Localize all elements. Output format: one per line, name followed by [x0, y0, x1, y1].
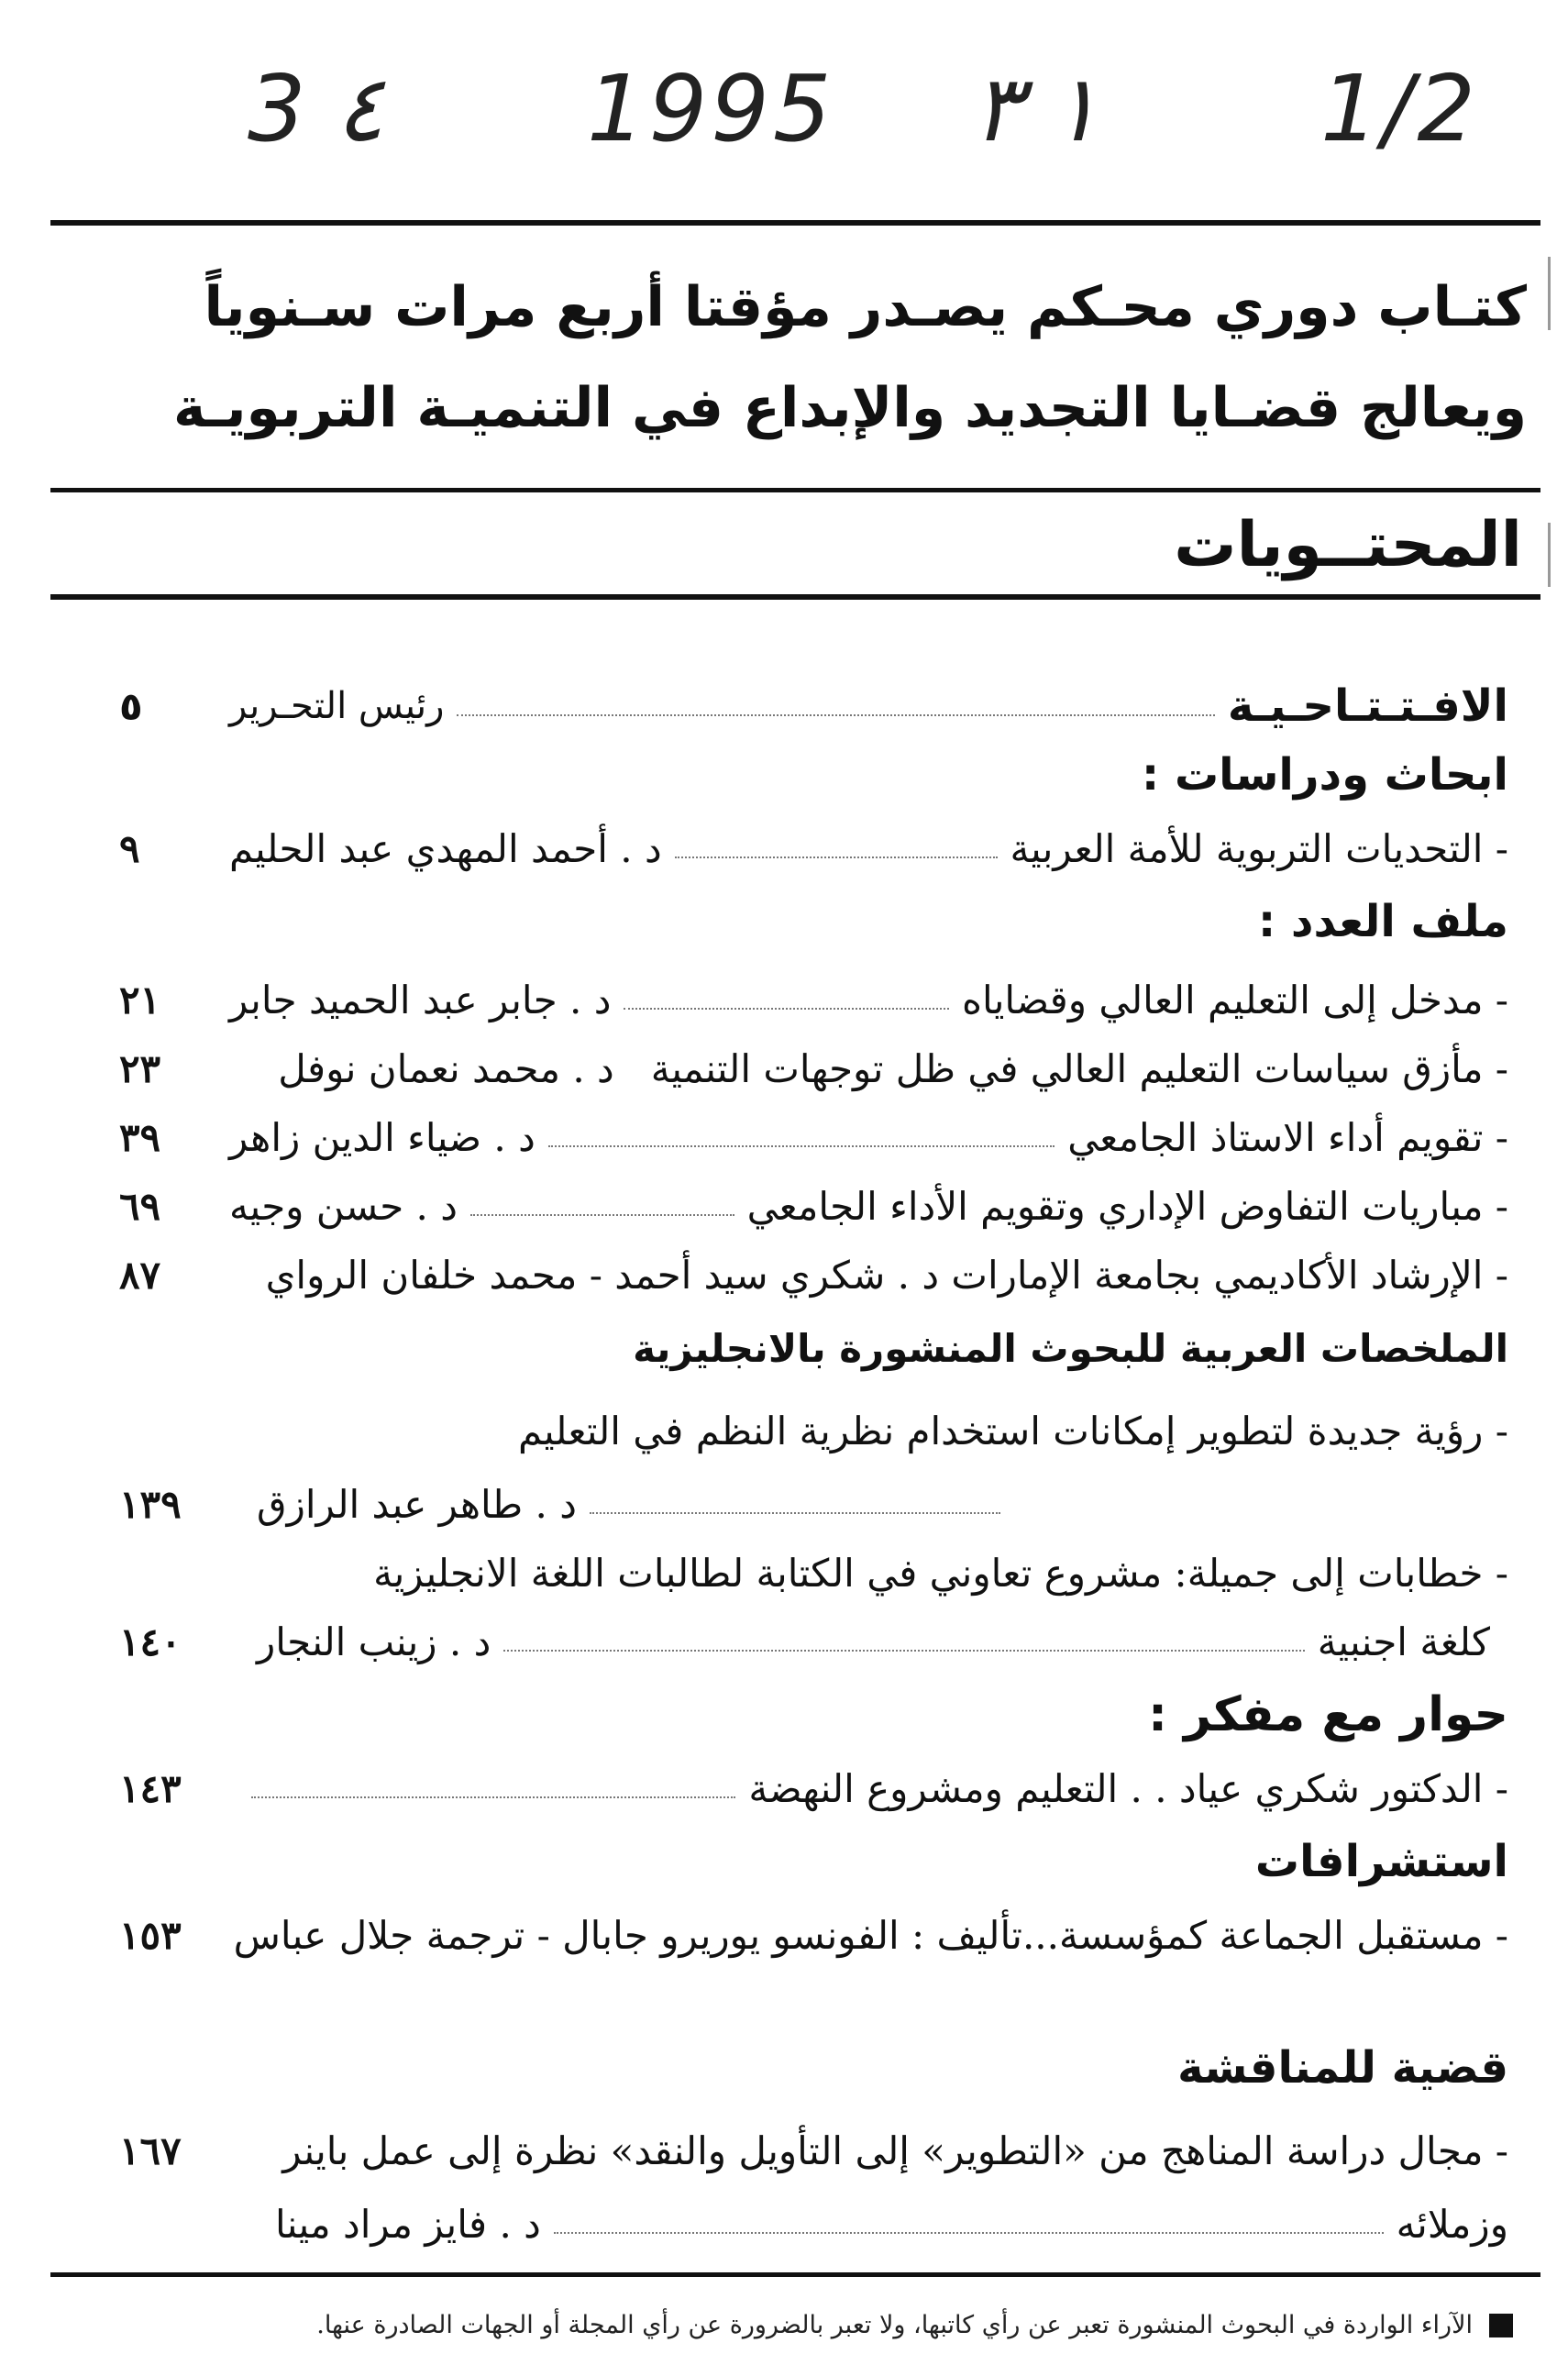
handwritten-year: 1995	[587, 55, 835, 162]
dot-leader	[503, 1650, 1304, 1652]
entry-title: - خطابات إلى جميلة: مشروع تعاوني في الكتابة لطالبات اللغة الانجليزية	[373, 1550, 1508, 1596]
section-title: الملخصات العربية للبحوث المنشورة بالانجليزية	[633, 1325, 1508, 1371]
dot-leader	[624, 1008, 949, 1010]
toc-row	[119, 1174, 1508, 1238]
handwritten-issue-code: 3 ٤	[248, 55, 385, 162]
toc-row	[119, 1472, 1508, 1536]
section-title: ملف العدد :	[1257, 896, 1508, 947]
dot-leader	[590, 1512, 1000, 1514]
entry-title: - مستقبل الجماعة كمؤسسة...تأليف : الفونسو يوريرو جابال - ترجمة جلال عباس	[233, 1912, 1508, 1958]
toc-row	[119, 2192, 1508, 2256]
entry-page: ١٦٧	[119, 2127, 182, 2173]
handwritten-part: 1/2	[1320, 55, 1479, 162]
entry-title: وزملائه	[1396, 2201, 1508, 2247]
toc-row	[119, 2118, 1508, 2183]
entry-title: - تقويم أداء الاستاذ الجامعي	[1067, 1114, 1508, 1160]
section-issue-file	[119, 890, 1508, 954]
masthead-line-1: كتـاب دوري محـكم يصـدر مؤقتا أربع مرات سـنوياً	[204, 275, 1527, 339]
entry-author: د . أحمد المهدي عبد الحليم	[229, 825, 662, 871]
section-english-abstracts	[119, 1316, 1508, 1380]
entry-title: - مأزق سياسات التعليم العالي في ظل توجهات التنمية	[650, 1045, 1508, 1091]
disclaimer-footnote	[316, 2311, 1513, 2339]
entry-author: د . جابر عبد الحميد جابر	[229, 977, 612, 1022]
toc-row	[119, 1541, 1508, 1605]
entry-author: د . ضياء الدين زاهر	[229, 1114, 536, 1160]
section-dialogue	[119, 1683, 1508, 1747]
entry-author: د . محمد نعمان نوفل	[278, 1045, 614, 1091]
masthead-line-2: ويعالج قضـايا التجديد والإبداع في التنميـة التربويـة	[173, 376, 1527, 440]
toc-row	[119, 1105, 1508, 1169]
dot-leader	[675, 856, 998, 858]
square-bullet-icon	[1489, 2314, 1513, 2337]
entry-title: - الإرشاد الأكاديمي بجامعة الإمارات د . شكري سيد أحمد - محمد خلفان الرواي	[265, 1252, 1508, 1298]
dot-leader	[554, 2232, 1384, 2234]
entry-page: ٨٧	[119, 1252, 161, 1298]
entry-title: - مجال دراسة المناهج من «التطوير» إلى التأويل والنقد» نظرة إلى عمل باينر	[282, 2127, 1508, 2173]
top-rule	[50, 220, 1540, 226]
contents-title: المحتــويات	[1174, 509, 1522, 581]
entry-author: د . زينب النجار	[257, 1619, 491, 1664]
toc-row	[119, 1243, 1508, 1307]
section-research	[119, 743, 1508, 807]
entry-author: د . حسن وجيه	[229, 1183, 458, 1229]
entry-title: الافـتـتـاحـيـة	[1227, 680, 1508, 732]
scan-edge-mark	[1548, 257, 1551, 330]
toc-row	[119, 816, 1508, 880]
section-title: ابحاث ودراسات :	[1142, 749, 1508, 801]
section-title: قضية للمناقشة	[1177, 2042, 1508, 2094]
entry-page: ١٥٣	[119, 1912, 182, 1958]
entry-title: - الدكتور شكري عياد . . التعليم ومشروع النهضة	[748, 1765, 1508, 1811]
dot-leader	[251, 1796, 735, 1798]
dot-leader	[457, 714, 1214, 716]
entry-page: ١٤٠	[119, 1619, 182, 1664]
entry-author: د . فايز مراد مينا	[275, 2201, 541, 2247]
entry-author: د . طاهر عبد الرازق	[257, 1481, 577, 1527]
footer-rule	[50, 2272, 1540, 2277]
scan-edge-mark	[1548, 523, 1551, 587]
entry-page: ١٤٣	[119, 1765, 182, 1811]
entry-title: - التحديات التربوية للأمة العربية	[1010, 825, 1508, 871]
entry-title: - رؤية جديدة لتطوير إمكانات استخدام نظرية النظم في التعليم	[518, 1408, 1508, 1453]
section-foresight	[119, 1829, 1508, 1894]
section-title: حوار مع مفكر :	[1148, 1687, 1508, 1742]
entry-author: رئيس التحـرير	[229, 685, 445, 727]
dot-leader	[470, 1214, 734, 1216]
toc-row	[119, 1903, 1508, 1967]
entry-page: ٦٩	[119, 1183, 161, 1229]
toc-row	[119, 1609, 1508, 1674]
entry-title: - مباريات التفاوض الإداري وتقويم الأداء الجامعي	[746, 1183, 1508, 1229]
entry-page: ٣٩	[119, 1114, 161, 1160]
entry-page: ٩	[119, 825, 140, 871]
handwritten-number: ١ ٣	[972, 55, 1100, 162]
section-title: استشرافات	[1254, 1836, 1508, 1887]
toc-row	[119, 967, 1508, 1032]
contents-rule	[50, 594, 1540, 600]
toc-row	[119, 1036, 1508, 1100]
toc-row	[119, 1398, 1508, 1463]
entry-title: كلغة اجنبية	[1317, 1619, 1490, 1664]
entry-page: ٥	[119, 683, 143, 729]
toc-row	[119, 1756, 1508, 1820]
footnote-text: الآراء الواردة في البحوث المنشورة تعبر عن رأي كاتبها، ولا تعبر بالضرورة عن رأي المجلة أو الجهات الصادرة عنها.	[316, 2311, 1473, 2339]
entry-page: ٢٣	[119, 1045, 161, 1091]
entry-title: - مدخل إلى التعليم العالي وقضاياه	[961, 977, 1508, 1022]
entry-page: ٢١	[119, 977, 161, 1022]
dot-leader	[548, 1145, 1055, 1147]
entry-page: ١٣٩	[119, 1481, 182, 1527]
section-discussion	[119, 2036, 1508, 2100]
toc-row-opening	[119, 674, 1508, 738]
masthead-rule	[50, 488, 1540, 492]
